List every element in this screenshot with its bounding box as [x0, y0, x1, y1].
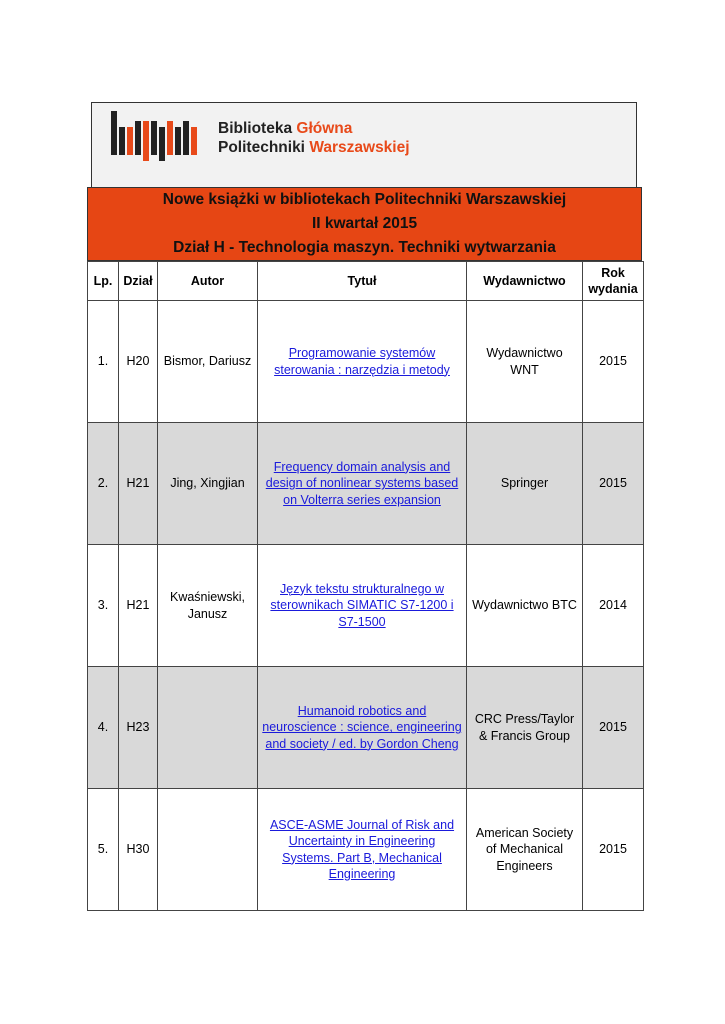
header-dzial: Dział: [119, 262, 158, 301]
header-wydawnictwo: Wydawnictwo: [467, 262, 583, 301]
table-row: [88, 789, 644, 911]
cell-wydawnictwo: Wydawnictwo WNT: [467, 301, 583, 423]
cell-autor: Kwaśniewski, Janusz: [158, 545, 258, 667]
banner-section: Dział H - Technologia maszyn. Techniki wytwarzania: [173, 239, 556, 256]
logo-header: [91, 102, 637, 187]
cell-wydawnictwo: CRC Press/Taylor & Francis Group: [467, 667, 583, 789]
cell-autor: Bismor, Dariusz: [158, 301, 258, 423]
cell-autor: [158, 667, 258, 789]
title-link[interactable]: Humanoid robotics and neuroscience : science, engineering and society / ed. by Gordon Cheng: [262, 703, 462, 751]
cell-rok: 2015: [583, 301, 644, 423]
cell-dzial: H30: [119, 789, 158, 911]
cell-lp: 5.: [88, 789, 119, 911]
cell-dzial: H20: [119, 301, 158, 423]
cell-tytul: [258, 667, 467, 789]
header-autor: Autor: [158, 262, 258, 301]
books-table: [87, 261, 644, 911]
cell-autor: Jing, Xingjian: [158, 423, 258, 545]
cell-dzial: H21: [119, 423, 158, 545]
title-link[interactable]: ASCE-ASME Journal of Risk and Uncertainty in Engineering Systems. Part B, Mechanical Engineering: [269, 817, 455, 881]
cell-tytul: [258, 423, 467, 545]
header-lp: Lp.: [88, 262, 119, 301]
table-row: [88, 545, 644, 667]
cell-dzial: H23: [119, 667, 158, 789]
table-header-row: [88, 262, 644, 301]
cell-tytul: [258, 301, 467, 423]
title-link[interactable]: Język tekstu strukturalnego w sterownikach SIMATIC S7-1200 i S7-1500: [270, 581, 454, 629]
cell-wydawnictwo: Wydawnictwo BTC: [467, 545, 583, 667]
cell-rok: 2015: [583, 423, 644, 545]
header-rok: Rok wydania: [583, 262, 644, 301]
banner-title: Nowe książki w bibliotekach Politechniki Warszawskiej: [162, 191, 567, 208]
table-row: [88, 423, 644, 545]
header-tytul: Tytuł: [258, 262, 467, 301]
cell-wydawnictwo: American Society of Mechanical Engineers: [467, 789, 583, 911]
table-row: [88, 667, 644, 789]
cell-rok: 2015: [583, 667, 644, 789]
library-logo-icon: [111, 111, 203, 161]
cell-tytul: [258, 545, 467, 667]
title-link[interactable]: Frequency domain analysis and design of nonlinear systems based on Volterra series expansion: [265, 459, 459, 507]
cell-lp: 1.: [88, 301, 119, 423]
title-link[interactable]: Programowanie systemów sterowania : narzędzia i metody: [274, 346, 450, 377]
library-name: Biblioteka Główna Politechniki Warszawskiej: [218, 120, 410, 156]
cell-tytul: [258, 789, 467, 911]
cell-lp: 3.: [88, 545, 119, 667]
title-banner: [87, 187, 642, 261]
cell-rok: 2015: [583, 789, 644, 911]
table-row: [88, 301, 644, 423]
banner-quarter: II kwartał 2015: [311, 215, 418, 232]
cell-rok: 2014: [583, 545, 644, 667]
cell-wydawnictwo: Springer: [467, 423, 583, 545]
cell-dzial: H21: [119, 545, 158, 667]
cell-lp: 4.: [88, 667, 119, 789]
cell-autor: [158, 789, 258, 911]
cell-lp: 2.: [88, 423, 119, 545]
